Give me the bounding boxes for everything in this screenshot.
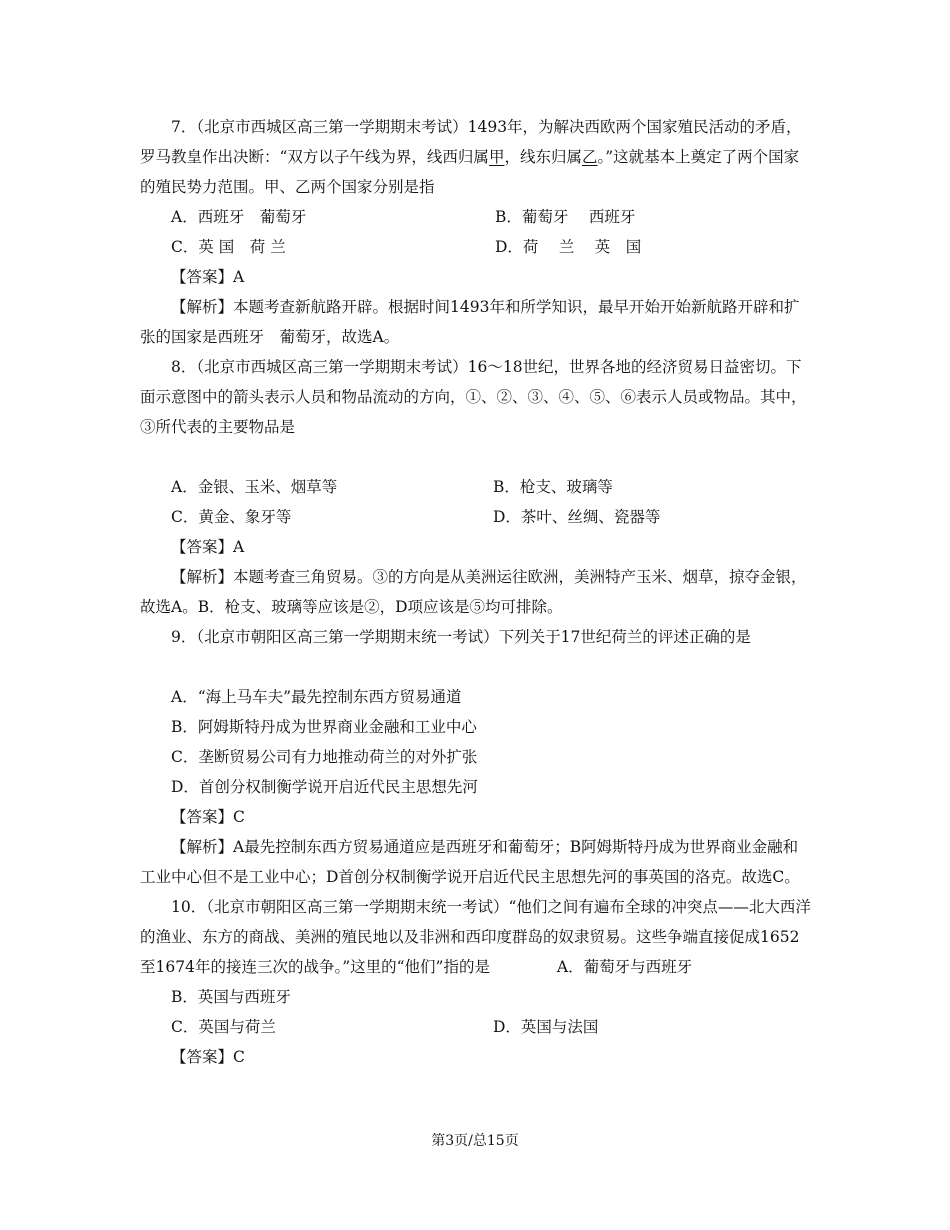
q10-answer: 【答案】C (171, 1048, 245, 1066)
q8-options-row-2 (140, 502, 812, 532)
q8-options-row-1 (140, 472, 812, 502)
q10-option-b: B．英国与西班牙 (171, 988, 291, 1006)
page-number: 第3页/总15页 (431, 1133, 519, 1149)
q9-stem: 9．（北京市朝阳区高三第一学期期末统一考试）下列关于17世纪荷兰的评述正确的是 (171, 628, 751, 646)
document-body (140, 112, 812, 1072)
q7-blank-a: 甲 (488, 148, 505, 166)
q9-option-d: D．首创分权制衡学说开启近代民主思想先河 (171, 778, 478, 796)
q8-answer: 【答案】A (171, 538, 245, 556)
q9-spacer (140, 652, 812, 682)
q7-stem-part2: ，线东归属 (504, 148, 582, 166)
q7-blank-b: 乙 (581, 148, 598, 166)
q9-option-a: A．“海上马车夫”最先控制东西方贸易通道 (171, 688, 462, 706)
q10-option-d: D．英国与法国 (493, 1018, 599, 1036)
q10-stem-text: 10．（北京市朝阳区高三第一学期期末统一考试）“他们之间有遍布全球的冲突点——北大西洋的渔业、东方的商战、美洲的殖民地以及非洲和西印度群岛的奴隶贸易。这些争端直接促成1652至1674年的接连三次的战争。”这里的“他们”指的是 (140, 898, 811, 976)
q10-options-row (140, 1012, 812, 1042)
q8-option-d: D．茶叶、丝绸、瓷器等 (493, 508, 661, 526)
q9-answer: 【答案】C (171, 808, 245, 826)
q9-option-b: B．阿姆斯特丹成为世界商业金融和工业中心 (171, 718, 477, 736)
q8-figure-gap (140, 442, 812, 472)
q7-option-a: A．西班牙 葡萄牙 (171, 208, 307, 226)
q10-stem (140, 892, 812, 982)
q7-options-row-2 (140, 232, 812, 262)
page-footer (0, 1131, 950, 1151)
q9-analysis: 【解析】A最先控制东西方贸易通道应是西班牙和葡萄牙；B阿姆斯特丹成为世界商业金融和工业中心但不是工业中心；D首创分权制衡学说开启近代民主思想先河的事英国的洛克。故选C。 (140, 838, 800, 886)
q7-stem-part1: 7．（北京市西城区高三第一学期期末考试）1493年，为解决西欧两个国家殖民活动的矛盾，罗马教皇作出决断：“双方以子午线为界，线西归属 (140, 118, 802, 166)
q7-answer: 【答案】A (171, 268, 245, 286)
q8-option-a: A．金银、玉米、烟草等 (171, 478, 338, 496)
q7-stem (140, 112, 812, 202)
q10-option-a: A．葡萄牙与西班牙 (556, 958, 693, 976)
q8-stem: 8．（北京市西城区高三第一学期期末考试）16～18世纪，世界各地的经济贸易日益密切。下面示意图中的箭头表示人员和物品流动的方向，①、②、③、④、⑤、⑥表示人员或物品。其中，③所代表的主要物品是 (140, 358, 807, 436)
q7-option-b: B．葡萄牙 西班牙 (495, 208, 636, 226)
q9-option-c: C．垄断贸易公司有力地推动荷兰的对外扩张 (171, 748, 478, 766)
q7-option-d: D．荷 兰 英 国 (495, 238, 642, 256)
q7-options-row-1 (140, 202, 812, 232)
q8-option-c: C．黄金、象牙等 (171, 508, 292, 526)
q8-analysis: 【解析】本题考查三角贸易。③的方向是从美洲运往欧洲，美洲特产玉米、烟草，掠夺金银，故选A。B．枪支、玻璃等应该是②，D项应该是⑤均可排除。 (140, 568, 807, 616)
q7-option-c: C．英 国 荷 兰 (171, 238, 286, 256)
q7-analysis: 【解析】本题考查新航路开辟。根据时间1493年和所学知识，最早开始开始新航路开辟和扩张的国家是西班牙 葡萄牙，故选A。 (140, 298, 800, 346)
q7-stem-part3: 。”这就基本上奠定了两个国家的殖民势力范围。甲、乙两个国家分别是指 (140, 148, 800, 196)
q8-option-b: B．枪支、玻璃等 (493, 478, 613, 496)
q10-option-c: C．英国与荷兰 (171, 1018, 276, 1036)
